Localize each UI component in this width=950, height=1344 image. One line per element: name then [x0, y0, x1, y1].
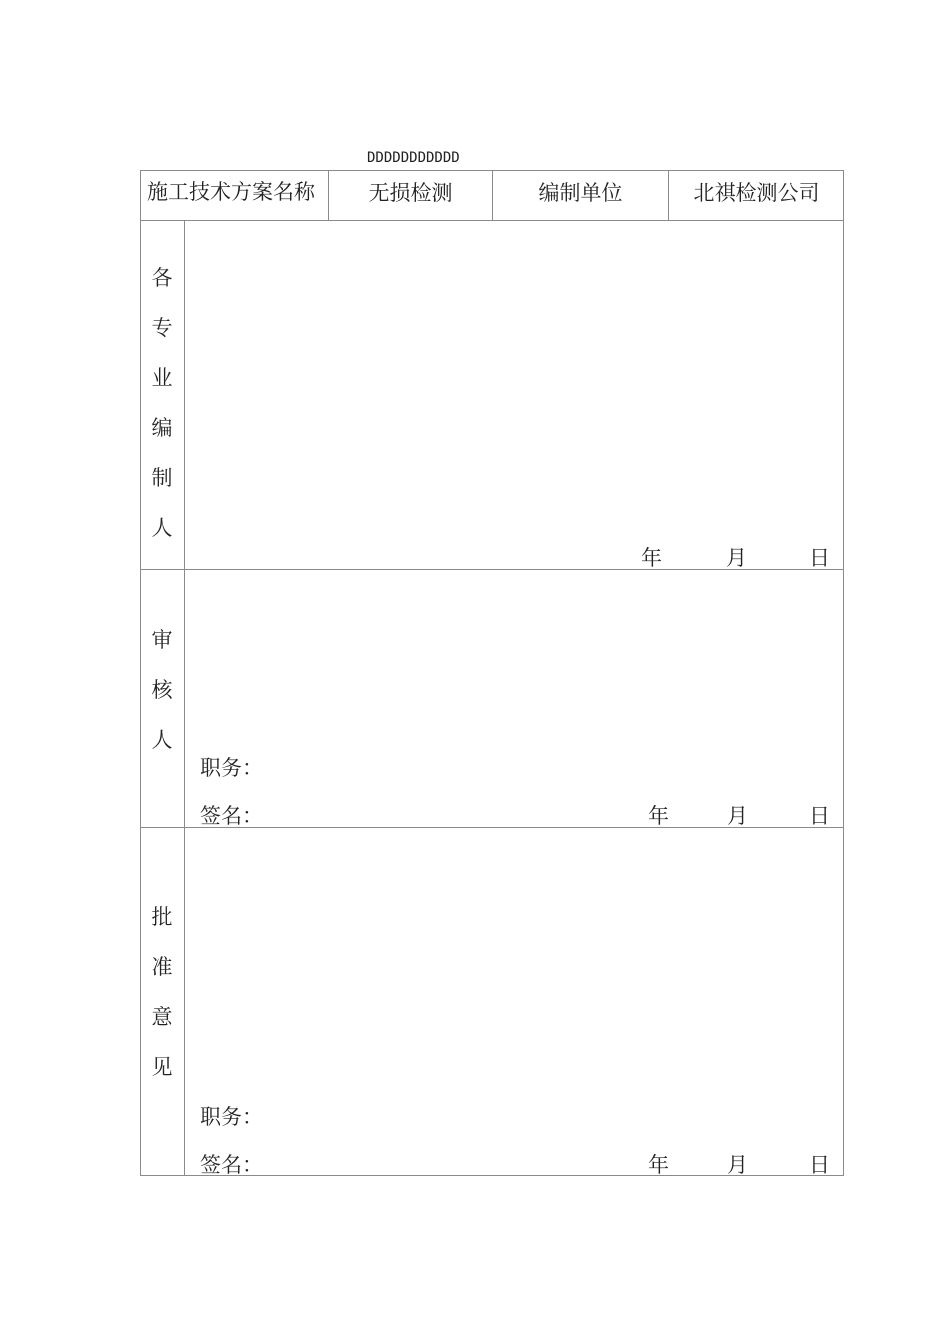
header-row-divider: [140, 220, 844, 221]
reviewer-date-month: 月: [727, 804, 748, 828]
approval-form-table: [140, 170, 844, 1176]
reviewer-label: 审 核 人: [151, 628, 173, 752]
reviewer-position-label: 职务：: [200, 756, 263, 780]
approval-signature-label: 签名：: [200, 1153, 263, 1177]
scheme-name-label-cell: [147, 172, 325, 219]
preparers-label: 各 专 业 编 制 人: [151, 266, 173, 540]
scheme-name-value: 无损检测: [368, 181, 453, 205]
approval-date-month: 月: [727, 1153, 748, 1177]
prepare-unit-value: 北祺检测公司: [693, 181, 820, 205]
document-code: DDDDDDDDDDD: [367, 150, 460, 166]
reviewer-date-day: 日: [809, 804, 830, 828]
approval-label: 批 准 意 见: [151, 905, 173, 1079]
approval-date-year: 年: [648, 1153, 669, 1177]
reviewer-signature-label: 签名：: [200, 804, 263, 828]
approval-date-day: 日: [809, 1153, 830, 1177]
prepare-unit-label: 编制单位: [538, 181, 623, 205]
preparers-date-day: 日: [809, 546, 830, 570]
approval-position-label: 职务：: [200, 1105, 263, 1129]
label-column-divider: [184, 220, 185, 1176]
reviewer-date-year: 年: [648, 804, 669, 828]
preparers-date-year: 年: [641, 546, 662, 570]
preparers-date-month: 月: [726, 546, 747, 570]
scheme-name-label: 施工技术方案名称: [147, 180, 315, 204]
